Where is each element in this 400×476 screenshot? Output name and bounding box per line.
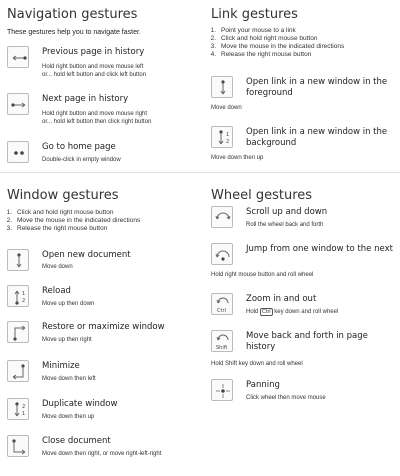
gesture-desc: Hold Shift key down and roll wheel bbox=[211, 361, 303, 367]
step: 1. Point your mouse to a link bbox=[210, 27, 296, 34]
link-heading: Link gestures bbox=[211, 7, 298, 22]
gesture-desc: Move down then up bbox=[211, 155, 264, 161]
svg-text:2: 2 bbox=[22, 298, 26, 304]
step: 2. Move the mouse in the indicated directions bbox=[6, 217, 141, 224]
gesture-title: Duplicate window bbox=[42, 399, 118, 409]
gesture-desc: Move down bbox=[211, 105, 242, 111]
gesture-title: Open link in a new window in the background bbox=[246, 127, 388, 148]
window-heading: Window gestures bbox=[7, 188, 119, 203]
arrow-up-down-icon bbox=[7, 285, 29, 307]
gesture-title: Reload bbox=[42, 286, 71, 296]
gesture-desc: or... hold left button and click left button bbox=[42, 72, 147, 78]
wheel-shift-icon bbox=[211, 330, 233, 352]
gesture-title: Jump from one window to the next bbox=[246, 244, 393, 254]
icon-shift-label: Shift bbox=[216, 345, 228, 351]
gesture-desc: Double-click in empty window bbox=[42, 157, 121, 163]
gesture-desc: Click wheel then move mouse bbox=[246, 395, 326, 401]
gesture-desc: Hold right button and move mouse left bbox=[42, 64, 144, 70]
arrow-down-icon bbox=[211, 76, 233, 98]
gesture-desc: Hold right button and move mouse right bbox=[42, 111, 148, 117]
arrow-left-icon bbox=[7, 46, 29, 68]
ctrl-key: Ctrl bbox=[262, 309, 271, 315]
step: 3. Move the mouse in the indicated directions bbox=[210, 43, 345, 50]
gesture-desc: Move down then right, or move right-left-right bbox=[42, 451, 162, 457]
svg-text:1: 1 bbox=[22, 411, 26, 417]
navigation-intro: These gestures help you to navigate faster. bbox=[7, 29, 141, 36]
arrow-down-up-icon bbox=[7, 398, 29, 420]
gesture-title: Go to home page bbox=[42, 142, 116, 152]
gesture-title: Panning bbox=[246, 380, 280, 390]
wheel-scroll-icon bbox=[211, 206, 233, 228]
step: 1. Click and hold right mouse button bbox=[6, 209, 114, 216]
svg-text:2: 2 bbox=[22, 404, 26, 410]
step: 4. Release the right mouse button bbox=[210, 51, 312, 58]
svg-text:2: 2 bbox=[226, 139, 230, 145]
arrow-up-right-icon bbox=[7, 321, 29, 343]
wheel-ctrl-icon bbox=[211, 293, 233, 315]
gesture-desc: Move down bbox=[42, 264, 73, 270]
wheel-heading: Wheel gestures bbox=[211, 188, 313, 203]
gesture-title: Scroll up and down bbox=[246, 207, 328, 217]
arrow-down-left-icon bbox=[7, 360, 29, 382]
gesture-desc: or... hold left button then click right button bbox=[42, 119, 152, 125]
gesture-desc: Move down then left bbox=[42, 376, 96, 382]
window-steps bbox=[0, 209, 140, 233]
gesture-title: Zoom in and out bbox=[246, 294, 317, 304]
svg-text:1: 1 bbox=[226, 132, 230, 138]
double-click-icon bbox=[7, 141, 29, 163]
icon-ctrl-label: Ctrl bbox=[217, 308, 226, 314]
wheel-jump-icon bbox=[211, 243, 233, 265]
section-divider bbox=[0, 172, 400, 173]
arrow-right-icon bbox=[7, 93, 29, 115]
step: 3. Release the right mouse button bbox=[6, 225, 108, 232]
link-steps bbox=[204, 27, 344, 59]
arrow-down-up-icon bbox=[211, 126, 233, 148]
navigation-heading: Navigation gestures bbox=[7, 7, 138, 22]
arrow-down-icon bbox=[7, 249, 29, 271]
gesture-title: Open link in a new window in the foreground bbox=[246, 77, 388, 98]
gesture-desc: Hold Ctrl key down and roll wheel bbox=[246, 309, 339, 315]
step: 2. Click and hold right mouse button bbox=[210, 35, 318, 42]
gesture-desc: Move up then right bbox=[42, 337, 92, 343]
gesture-desc: Roll the wheel back and forth bbox=[246, 222, 324, 228]
gesture-title: Open new document bbox=[42, 250, 131, 260]
gesture-desc: Move down then up bbox=[42, 414, 95, 420]
gesture-desc: Hold right mouse button and roll wheel bbox=[211, 272, 314, 278]
arrow-down-right-icon bbox=[7, 435, 29, 457]
gesture-title: Restore or maximize window bbox=[42, 322, 165, 332]
gesture-title: Next page in history bbox=[42, 94, 129, 104]
gesture-title: Previous page in history bbox=[42, 47, 145, 57]
gesture-desc: Move up then down bbox=[42, 301, 95, 307]
gesture-title: Close document bbox=[42, 436, 111, 446]
svg-text:1: 1 bbox=[22, 291, 26, 297]
gesture-title: Minimize bbox=[42, 361, 80, 371]
panning-icon bbox=[211, 379, 233, 401]
gesture-title: Move back and forth in page history bbox=[246, 331, 368, 352]
